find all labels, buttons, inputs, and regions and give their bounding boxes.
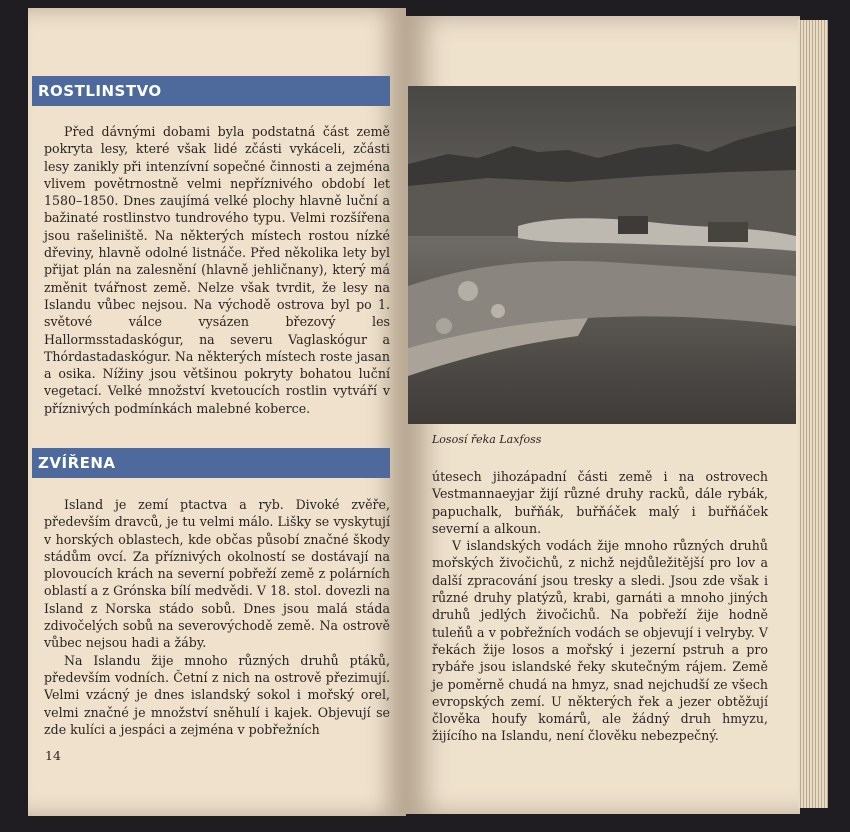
fauna-paragraph-2: Na Islandu žije mnoho různých druhů ptáků, především vodních. Četní z nich na ostrově přezimují. Velmi vzácný je dnes islandský sokol i mořský orel, velmi značné je množství sněhulí i kajek. Objevují se zde kulíci a jespáci a zejména v pobřežních <box>44 652 390 737</box>
page-edges <box>798 20 828 808</box>
section-heading-fauna: ZVÍŘENA <box>32 448 390 478</box>
river-landscape-image <box>408 86 796 424</box>
flora-paragraph: Před dávnými dobami byla podstatná část země pokryta lesy, které však lidé zčásti vykáceli, zčásti lesy zanikly při intenzívní sopečné činnosti a zejména vlivem povětrnostně velmi nepříznivého období let 1580–1850. Dnes zaujímá velké plochy hlavně luční a bažinaté rostlinstvo tundrového typu. Velmi rozšířena jsou rašeliniště. Na některých místech rostou nízké dřeviny, hlavně odolné listnáče. Před několika lety byl přijat plán na zalesnění (hlavně jehličnany), který má změnit tvářnost země. Nelze však tvrdit, že lesy na Islandu vůbec nejsou. Na východě ostrova byl po 1. světové válce vysázen březový les Hallormsstadaskógur, na severu Vaglaskógur a Thórdastadaskógur. Na některých místech roste jasan a osika. Nížiny jsou většinou pokryty bohatou luční vegetací. Velké množství kvetoucích rostlin vytváří v příznivých podmínkách malebné koberce. <box>44 124 390 416</box>
page-number: 14 <box>45 748 61 763</box>
sea-life-paragraph: V islandských vodách žije mnoho různých druhů mořských živočichů, z nichž nejdůležitější pro lov a další zpracování jsou tresky a sledi. Jsou zde však i různé druhy platýzů, krabi, garnáti a mnoho jiných druhů jedlých živočichů. Na pobřeží žije hodně tuleňů a v pobřežních vodách se objevují i velryby. V řekách žije losos a mořský i jezerní pstruh a pro rybáře jsou islandské řeky skutečným rájem. Země je poměrně chudá na hmyz, snad nejchudší ze všech evropských zemí. U některých řek a jezer obtěžují člověka houfy komárů, ale žádný druh hmyzu, žijícího na Islandu, není člověku nebezpečný. <box>432 538 768 744</box>
birds-paragraph-continued: útesech jihozápadní části země i na ostrovech Vestmannaeyjar žijí různé druhy racků, dále rybák, papuchalk, buřňák, buřňáček malý i buřňáček severní a alkoun. <box>432 469 768 536</box>
fauna-paragraph-1: Island je zemí ptactva a ryb. Divoké zvěře, především dravců, je tu velmi málo. Lišky se vyskytují v horských oblastech, kde občas působí značné škody stádům ovcí. Za příznivých okolností se dostávají na plovoucích krách na severní pobřeží země z polárních oblastí a z Grónska bílí medvědi. V 18. stol. dovezli na Island z Norska stádo sobů. Dnes jsou malá stáda zdivočelých sobů na severovýchodě země. Na ostrově vůbec nejsou hadi a žáby. <box>44 497 390 651</box>
fauna-text <box>44 496 390 738</box>
section-heading-flora: ROSTLINSTVO <box>32 76 390 106</box>
river-photo <box>408 86 796 424</box>
photo-caption: Lososí řeka Laxfoss <box>432 433 542 446</box>
right-page-text <box>432 468 768 745</box>
flora-text <box>44 123 390 417</box>
